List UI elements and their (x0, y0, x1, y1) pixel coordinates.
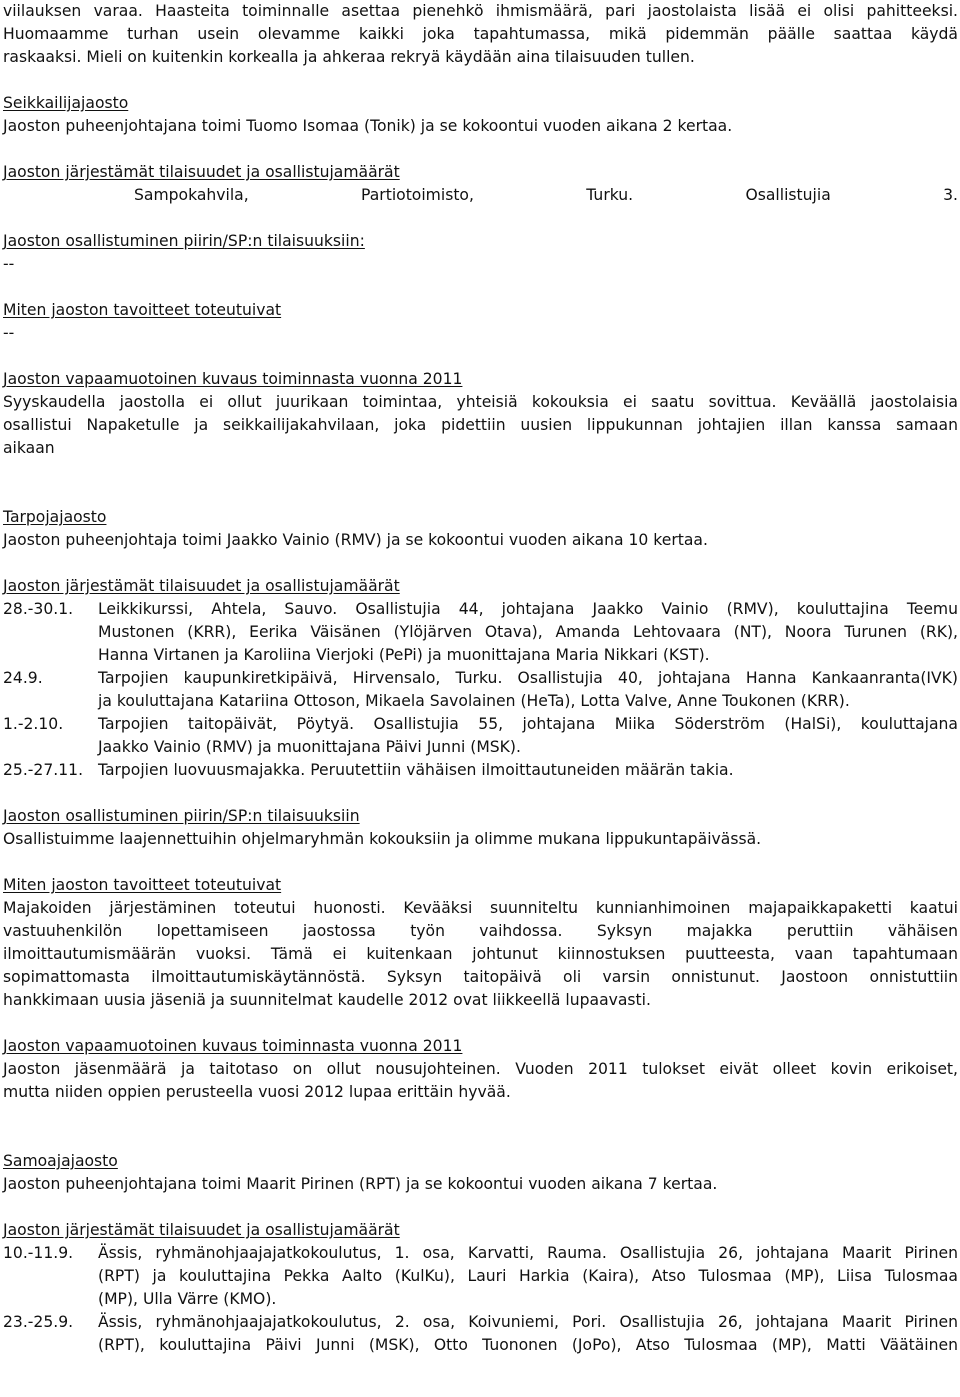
intro-line: raskaaksi. Mieli on kuitenkin korkealla ja ahkeraa rekryä käydään aina tilaisuuden tullen. (3, 48, 695, 66)
goals-heading: Miten jaoston tavoitteet toteutuivat (3, 301, 282, 319)
event-line: Tarpojien taitopäivät, Pöytyä. Osallistujia 55, johtajana Miika Söderström (HalSi), kouluttajana (98, 715, 958, 733)
events-text: Sampokahvila, Partiotoimisto, Turku. Osallistujia 3. (134, 186, 958, 204)
event-date: 1.-2.10. (3, 715, 64, 733)
document-page (3, 0, 958, 1357)
event-line: ja kouluttajana Katariina Ottoson, Mikaela Savolainen (HeTa), Lotta Valve, Anne Toukonen (KRR). (98, 692, 850, 710)
seikkailija-section (3, 92, 958, 460)
intro-paragraph (3, 0, 958, 69)
event-date: 23.-25.9. (3, 1313, 74, 1331)
goals-line: hankkimaan uusia jäseniä ja suunnitelmat kaudelle 2012 ovat liikkeellä lupaavasti. (3, 991, 651, 1009)
event-date: 25.-27.11. (3, 761, 84, 779)
events-heading: Jaoston järjestämät tilaisuudet ja osallistujamäärät (3, 1221, 400, 1239)
event-line: Tarpojien kaupunkiretkipäivä, Hirvensalo, Turku. Osallistujia 40, johtajana Hanna Kankaanranta(IVK) (98, 669, 958, 687)
event-description (98, 1311, 958, 1357)
event-date: 24.9. (3, 669, 43, 687)
section-title: Tarpojajaosto (3, 508, 107, 526)
description-line: Syyskaudella jaostolla ei ollut juurikaan toimintaa, yhteisiä kokouksia ei saatu sovittua. Keväällä jaostolaisia (3, 393, 958, 411)
event-item (3, 1311, 958, 1357)
description-line: aikaan (3, 439, 55, 457)
samoaja-section (3, 1150, 958, 1357)
goals-line: vastuuhenkilön lopettamiseen jaostossa työn vaihdossa. Syksyn majakka peruttiin vähäisen (3, 922, 958, 940)
chair-text: Jaoston puheenjohtajana toimi Tuomo Isomaa (Tonik) ja se kokoontui vuoden aikana 2 kertaa. (3, 117, 733, 135)
event-item (3, 713, 958, 759)
section-title: Seikkailijajaosto (3, 94, 129, 112)
goals-line: ilmoittautumismäärän vuoksi. Tämä ei kuitenkaan johtunut kiinnostuksen puutteesta, vaan tapahtumaan (3, 945, 958, 963)
intro-line: Huomaamme turhan usein olevamme kaikki joka tapahtumassa, mikä pidemmän päälle saattaa käydä (3, 25, 958, 43)
event-line: Ässis, ryhmänohjaajajatkokoulutus, 2. osa, Koivuniemi, Pori. Osallistujia 26, johtajana Maarit Pirinen (98, 1313, 958, 1331)
event-date: 10.-11.9. (3, 1244, 74, 1262)
goals-line: sopimattomasta ilmoittautumiskäytännöstä. Syksyn taitopäivä oli varsin onnistunut. Jaostoon onnistuttiin (3, 968, 958, 986)
event-description (98, 759, 958, 782)
goals-text: -- (3, 324, 15, 342)
intro-line: viilauksen varaa. Haasteita toiminnalle asettaa pienehkö ihmismäärä, pari jaostolaista lisää ei olisi pahitteeksi. (3, 2, 958, 20)
event-item (3, 667, 958, 713)
events-heading: Jaoston järjestämät tilaisuudet ja osallistujamäärät (3, 577, 400, 595)
event-line: Tarpojien luovuusmajakka. Peruutettiin vähäisen ilmoittautuneiden määrän takia. (98, 761, 734, 779)
event-date: 28.-30.1. (3, 600, 74, 618)
description-heading: Jaoston vapaamuotoinen kuvaus toiminnasta vuonna 2011 (3, 370, 463, 388)
event-description (98, 667, 958, 713)
event-description (98, 713, 958, 759)
event-line: Jaakko Vainio (RMV) ja muonittajana Päivi Junni (MSK). (98, 738, 521, 756)
event-item (3, 1242, 958, 1311)
event-line: Mustonen (KRR), Eerika Väisänen (Ylöjärven Otava), Amanda Lehtovaara (NT), Noora Turunen (RK), (98, 623, 958, 641)
event-item (3, 598, 958, 667)
section-title: Samoajajaosto (3, 1152, 118, 1170)
tarpoja-section (3, 506, 958, 1104)
chair-text: Jaoston puheenjohtaja toimi Jaakko Vainio (RMV) ja se kokoontui vuoden aikana 10 kertaa. (3, 531, 708, 549)
events-heading: Jaoston järjestämät tilaisuudet ja osallistujamäärät (3, 163, 400, 181)
event-line: Ässis, ryhmänohjaajajatkokoulutus, 1. osa, Karvatti, Rauma. Osallistujia 26, johtajana Maarit Pirinen (98, 1244, 958, 1262)
event-description (98, 598, 958, 667)
goals-line: Majakoiden järjestäminen toteutui huonosti. Kevääksi suunniteltu kunnianhimoinen majapaikkapaketti kaatui (3, 899, 958, 917)
description-heading: Jaoston vapaamuotoinen kuvaus toiminnasta vuonna 2011 (3, 1037, 463, 1055)
participation-text: -- (3, 255, 15, 273)
goals-heading: Miten jaoston tavoitteet toteutuivat (3, 876, 282, 894)
chair-text: Jaoston puheenjohtajana toimi Maarit Pirinen (RPT) ja se kokoontui vuoden aikana 7 kertaa. (3, 1175, 718, 1193)
event-line: (RPT) ja kouluttajina Pekka Aalto (KulKu), Lauri Harkia (Kaira), Atso Tulosmaa (MP), Liisa Tulosmaa (98, 1267, 958, 1285)
event-line: (MP), Ulla Värre (KMO). (98, 1290, 277, 1308)
description-line: Jaoston jäsenmäärä ja taitotaso on ollut nousujohteinen. Vuoden 2011 tulokset eivät olleet kovin erikoiset, (3, 1060, 958, 1078)
participation-heading: Jaoston osallistuminen piirin/SP:n tilaisuuksiin: (3, 232, 365, 250)
event-line: (RPT), kouluttajina Päivi Junni (MSK), Otto Tuononen (JoPo), Atso Tulosmaa (MP), Matti Väätäinen (98, 1336, 958, 1354)
participation-text: Osallistuimme laajennettuihin ohjelmaryhmän kokouksiin ja olimme mukana lippukuntapäivässä. (3, 830, 762, 848)
description-line: osallistui Napaketulle ja seikkailijakahvilaan, joka pidettiin uusien lippukunnan johtajien illan kanssa samaan (3, 416, 958, 434)
event-description (98, 1242, 958, 1311)
description-line: mutta niiden oppien perusteella vuosi 2012 lupaa erittäin hyvää. (3, 1083, 511, 1101)
event-item (3, 759, 958, 782)
event-line: Hanna Virtanen ja Karoliina Vierjoki (PePi) ja muonittajana Maria Nikkari (KST). (98, 646, 710, 664)
event-line: Leikkikurssi, Ahtela, Sauvo. Osallistujia 44, johtajana Jaakko Vainio (RMV), kouluttajina Teemu (98, 600, 958, 618)
participation-heading: Jaoston osallistuminen piirin/SP:n tilaisuuksiin (3, 807, 360, 825)
